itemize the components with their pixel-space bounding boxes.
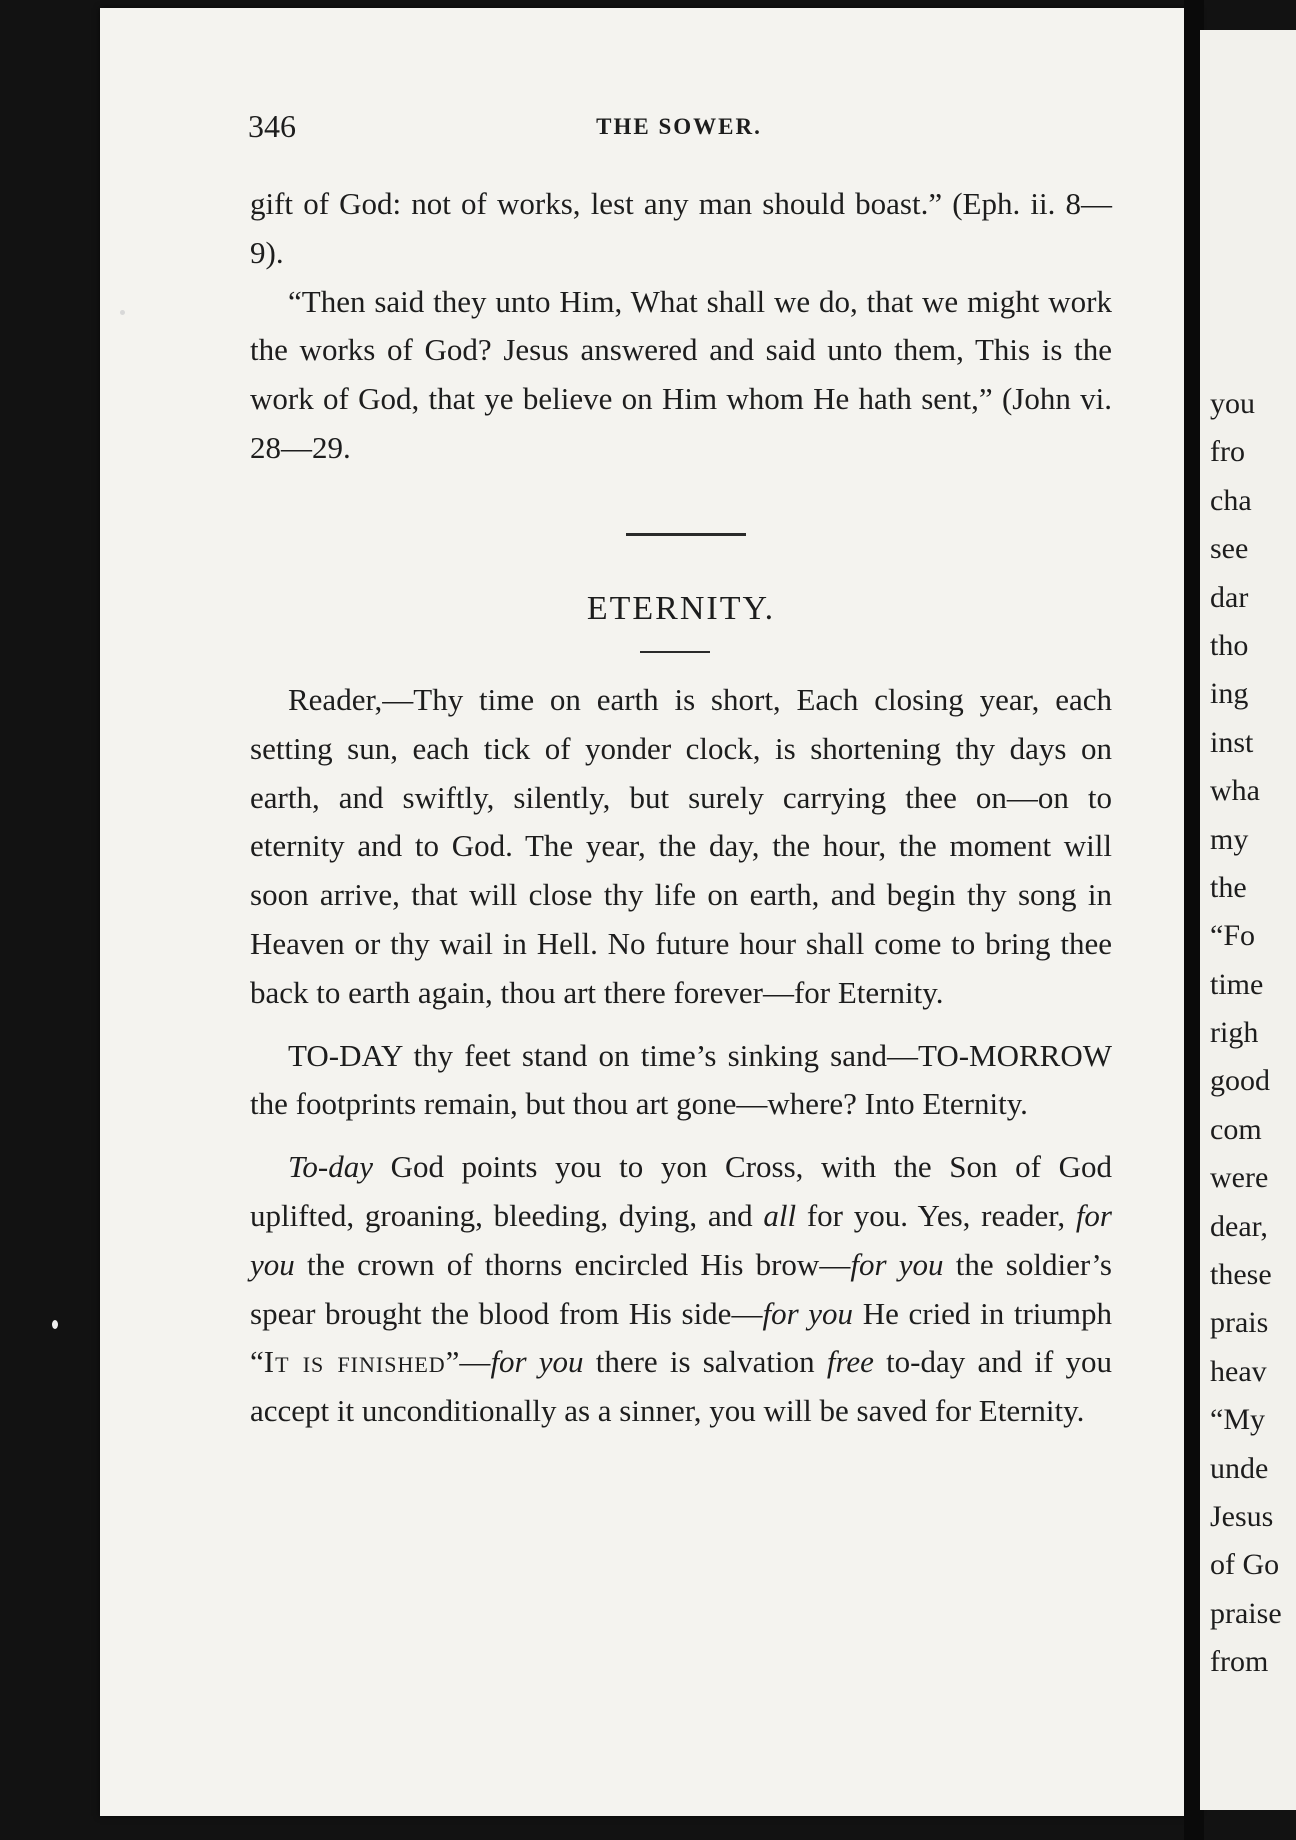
- text-run: ”—: [445, 1344, 491, 1380]
- right-page-line: these: [1210, 1258, 1272, 1292]
- section-title: ETERNITY.: [586, 590, 776, 627]
- right-page-line: com: [1210, 1112, 1262, 1146]
- smallcaps-text: It is finished: [263, 1344, 446, 1380]
- right-page-line: time: [1210, 967, 1264, 1001]
- title-underline: [640, 651, 710, 653]
- section-divider: [626, 533, 746, 536]
- right-page-line: dar: [1210, 580, 1249, 614]
- running-head: THE SOWER.: [596, 114, 762, 139]
- text-run: the soldier’s spear brought the blood from His side—: [250, 1246, 1112, 1331]
- right-page-line: you: [1210, 387, 1255, 420]
- text-run: there is salvation: [583, 1344, 827, 1380]
- text-run: He cried in triumph “: [250, 1295, 1112, 1380]
- italic-text: To-day: [288, 1149, 373, 1185]
- right-page-line: unde: [1210, 1451, 1269, 1485]
- right-page-line: see: [1210, 532, 1249, 566]
- page-header: [248, 108, 1110, 148]
- italic-text: for you: [762, 1295, 854, 1331]
- italic-text: free: [826, 1344, 874, 1380]
- right-page-line: inst: [1210, 725, 1254, 759]
- right-page-line: dear,: [1210, 1209, 1268, 1243]
- right-page-line: of Go: [1210, 1548, 1280, 1582]
- right-page-line: fro: [1210, 435, 1245, 469]
- right-page-line: from: [1210, 1645, 1269, 1679]
- text-run: to-day and if you accept it unconditionally as a sinner, you will be saved for Eternity.: [250, 1344, 1112, 1429]
- section-body: [250, 676, 1112, 1450]
- page-speck: [120, 310, 125, 315]
- paragraph-cross: [250, 1143, 1112, 1436]
- right-page-line: good: [1210, 1064, 1270, 1098]
- page-number: 346: [248, 108, 296, 144]
- right-page-line: prais: [1210, 1306, 1269, 1340]
- right-page-line: wha: [1210, 774, 1260, 808]
- right-page-line: ing: [1210, 677, 1249, 711]
- right-page-line: “Fo: [1210, 919, 1255, 953]
- right-page-line: my: [1210, 822, 1249, 856]
- right-page-line: cha: [1210, 483, 1252, 517]
- italic-text: for you: [490, 1344, 584, 1380]
- right-page-line: tho: [1210, 628, 1249, 662]
- text-run: the crown of thorns encircled His brow—: [294, 1246, 851, 1282]
- page-speck: [52, 1320, 58, 1329]
- right-page-line: heav: [1210, 1354, 1267, 1388]
- right-page-line: the: [1210, 870, 1247, 904]
- paragraph-continued: gift of God: not of works, lest any man should boast.” (Eph. ii. 8—9).: [250, 186, 1112, 270]
- right-page-line: “My: [1210, 1403, 1265, 1437]
- text-run: God points you to yon Cross, with the Son of God uplifted, groaning, bleeding, dying, and: [250, 1149, 1112, 1233]
- paragraph-john-quote: “Then said they unto Him, What shall we do, that we might work the works of God? Jesus answered and said unto them, This is the work of God, that ye believe on Him whom He hath sent,” (John vi. 28—29.: [250, 283, 1112, 465]
- right-page-line: were: [1210, 1161, 1269, 1195]
- italic-text: for you: [250, 1197, 1112, 1282]
- italic-text: for you: [850, 1246, 944, 1282]
- text-run: for you. Yes, reader,: [796, 1197, 1076, 1233]
- continued-text: [250, 180, 1112, 473]
- paragraph-today: TO-DAY thy feet stand on time’s sinking sand—TO-MORROW the footprints remain, but thou art gone—where? Into Eternity.: [250, 1037, 1112, 1122]
- italic-text: all: [763, 1197, 797, 1233]
- right-page-line: Jesus: [1210, 1499, 1274, 1533]
- right-page-line: praise: [1210, 1596, 1282, 1630]
- right-page-text: [1210, 380, 1296, 1687]
- paragraph-reader: Reader,—Thy time on earth is short, Each closing year, each setting sun, each tick of yonder clock, is shortening thy days on earth, and swiftly, silently, but surely carrying thee on—on to eternity and to God. The year, the day, the hour, the moment will soon arrive, that will close thy life on earth, and begin thy song in Heaven or thy wail in Hell. No future hour shall come to bring thee back to earth again, thou art there forever—for Eternity.: [250, 682, 1112, 1010]
- right-page-line: righ: [1210, 1016, 1259, 1050]
